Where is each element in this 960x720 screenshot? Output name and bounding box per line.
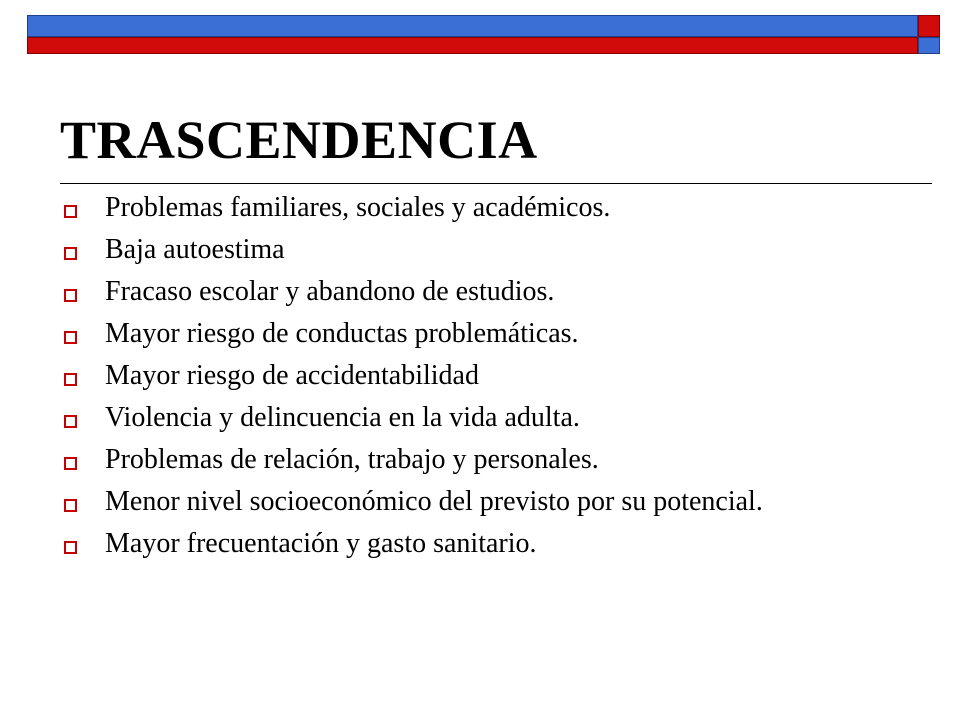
list-item: [60, 277, 890, 306]
bullet-list: [60, 193, 890, 571]
list-item: [60, 319, 890, 348]
bullet-text: Problemas de relación, trabajo y personales.: [105, 444, 599, 475]
hollow-square-bullet-icon: [64, 205, 77, 218]
hollow-square-bullet-icon: [64, 289, 77, 302]
slide-title: TRASCENDENCIA: [60, 110, 538, 170]
hollow-square-bullet-icon: [64, 541, 77, 554]
hollow-square-bullet-icon: [64, 457, 77, 470]
header-band-blue: [27, 15, 918, 37]
bullet-text: Menor nivel socioeconómico del previsto por su potencial.: [105, 486, 763, 517]
bullet-text: Violencia y delincuencia en la vida adulta.: [105, 402, 580, 433]
bullet-text: Mayor riesgo de conductas problemáticas.: [105, 318, 579, 349]
hollow-square-bullet-icon: [64, 247, 77, 260]
bullet-text: Baja autoestima: [105, 234, 285, 265]
list-item: [60, 529, 890, 558]
header-corner-red: [918, 15, 940, 37]
bullet-text: Mayor frecuentación y gasto sanitario.: [105, 528, 537, 559]
list-item: [60, 193, 890, 222]
bullet-text: Fracaso escolar y abandono de estudios.: [105, 276, 555, 307]
bullet-text: Mayor riesgo de accidentabilidad: [105, 360, 479, 391]
hollow-square-bullet-icon: [64, 331, 77, 344]
hollow-square-bullet-icon: [64, 415, 77, 428]
list-item: [60, 487, 890, 516]
bullet-text: Problemas familiares, sociales y académicos.: [105, 192, 611, 223]
header-band-red: [27, 37, 918, 54]
list-item: [60, 361, 890, 390]
list-item: [60, 403, 890, 432]
title-divider: [60, 183, 932, 184]
list-item: [60, 235, 890, 264]
header-corner-blue: [918, 37, 940, 54]
hollow-square-bullet-icon: [64, 373, 77, 386]
list-item: [60, 445, 890, 474]
hollow-square-bullet-icon: [64, 499, 77, 512]
